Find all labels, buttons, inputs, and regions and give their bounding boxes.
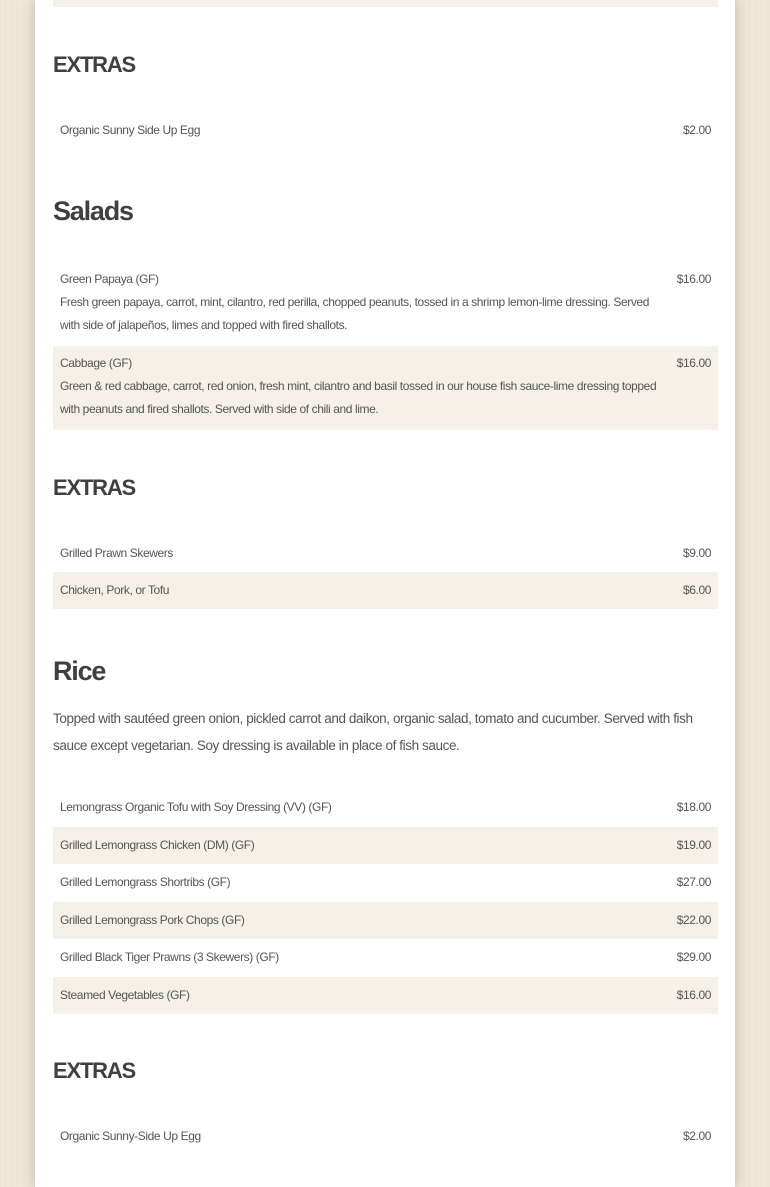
menu-item-row [53,789,718,827]
item-name: Green Papaya (GF) [60,272,159,286]
item-name: Cabbage (GF) [60,356,132,370]
menu-item-row [53,572,718,609]
extras-heading: EXTRAS [53,1058,136,1083]
item-name: Organic Sunny-Side Up Egg [60,1129,201,1143]
menu-paper [35,0,735,1187]
rice-heading: Rice [53,656,106,686]
salads-list [53,262,718,430]
item-name: Steamed Vegetables (GF) [60,987,190,1002]
menu-item-row [53,535,718,572]
item-price: $19.00 [676,837,711,852]
item-price: $9.00 [682,546,711,560]
menu-item-row [53,977,718,1015]
item-price: $16.00 [676,356,711,370]
item-price: $16.00 [676,987,711,1002]
extras-heading: EXTRAS [53,52,136,77]
menu-item-row [53,827,718,865]
extras-heading: EXTRAS [53,475,136,500]
menu-item-row [53,1125,718,1147]
item-price: $18.00 [676,800,711,814]
previous-row-strip [53,0,718,7]
item-description: Green & red cabbage, carrot, red onion, fresh mint, cilantro and basil tossed in our house fish sauce-lime dressing topped with peanuts and fired shallots. Served with side of chili and lime. [60,379,657,416]
item-price: $29.00 [676,950,711,964]
item-name: Grilled Black Tiger Prawns (3 Skewers) (GF) [60,950,279,964]
item-name: Grilled Prawn Skewers [60,546,173,560]
item-description: Fresh green papaya, carrot, mint, cilantro, red perilla, chopped peanuts, tossed in a shrimp lemon-lime dressing. Served with side of jalapeños, limes and topped with fired shallots. [60,295,649,332]
item-name: Grilled Lemongrass Chicken (DM) (GF) [60,837,255,852]
extras-list [53,1125,718,1147]
rice-intro: Topped with sautéed green onion, pickled carrot and daikon, organic salad, tomato and cucumber. Served with fish sauce except vegetarian. Soy dressing is available in place of fish sauce. [53,711,693,753]
item-price: $27.00 [676,875,711,889]
item-name: Chicken, Pork, or Tofu [60,583,170,597]
item-price: $16.00 [676,272,711,286]
item-name: Lemongrass Organic Tofu with Soy Dressing (VV) (GF) [60,800,332,814]
menu-item-row [53,939,718,977]
menu-item-row [53,346,718,430]
menu-item-row [53,262,718,346]
salads-heading: Salads [53,196,133,226]
rice-list [53,789,718,1014]
extras-list [53,535,718,609]
item-name: Grilled Lemongrass Shortribs (GF) [60,875,231,889]
item-price: $22.00 [676,912,711,927]
item-price: $2.00 [682,1129,711,1143]
extras-list [53,119,718,141]
menu-item-row [53,119,718,141]
menu-item-row [53,902,718,940]
item-price: $6.00 [682,583,711,597]
item-name: Organic Sunny Side Up Egg [60,123,201,137]
menu-item-row [53,864,718,902]
item-name: Grilled Lemongrass Pork Chops (GF) [60,912,245,927]
item-price: $2.00 [682,123,711,137]
